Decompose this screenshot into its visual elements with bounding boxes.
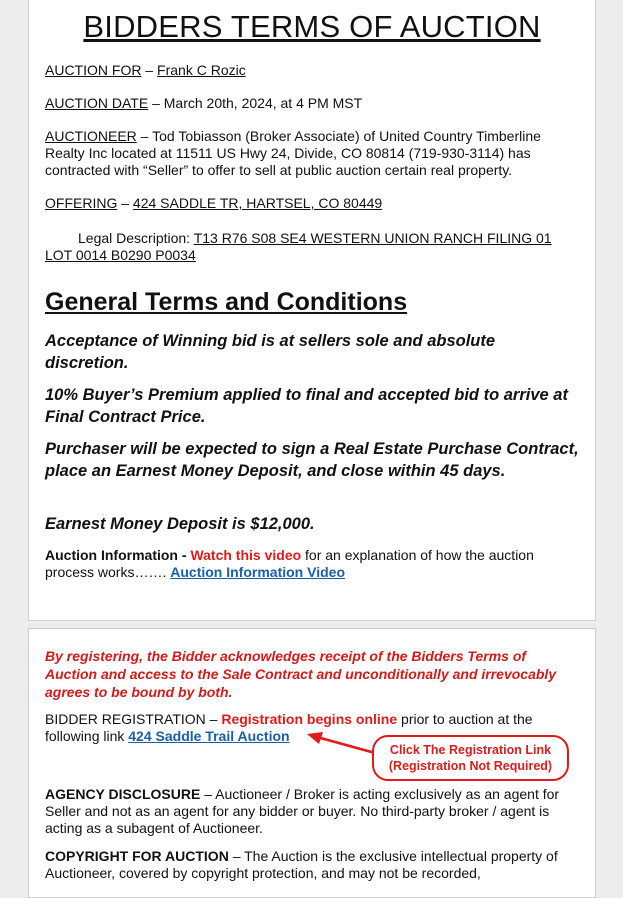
- agency-disclosure-paragraph: AGENCY DISCLOSURE – Auctioneer / Broker is acting exclusively as an agent for Seller and not as an agent for any bidder or buyer. No third-party broker / agent is acting as a subagent of Auctioneer.: [45, 786, 560, 836]
- registration-callout: Click The Registration Link (Registration Not Required): [372, 735, 569, 781]
- registration-card: [28, 628, 596, 898]
- auction-for-line: AUCTION FOR – Frank C Rozic: [45, 62, 246, 78]
- general-terms-heading: General Terms and Conditions: [45, 288, 408, 316]
- term-earnest-money: Earnest Money Deposit is $12,000.: [45, 515, 315, 533]
- legal-description: Legal Description: T13 R76 S08 SE4 WESTERN UNION RANCH FILING 01 LOT 0014 B0290 P0034: [45, 230, 552, 263]
- term-purchase-contract: Purchaser will be expected to sign a Real Estate Purchase Contract, place an Earnest Money Deposit, and close within 45 days.: [45, 440, 579, 480]
- copyright-paragraph: COPYRIGHT FOR AUCTION – The Auction is the exclusive intellectual property of Auctioneer, covered by copyright protection, and may not be recorded,: [45, 848, 558, 881]
- auction-info-video-link[interactable]: Auction Information Video: [170, 564, 345, 580]
- term-buyers-premium: 10% Buyer’s Premium applied to final and accepted bid to arrive at Final Contract Price.: [45, 386, 568, 426]
- callout-arrow-icon: [299, 729, 379, 769]
- acknowledgement-text: By registering, the Bidder acknowledges receipt of the Bidders Terms of Auction and access to the Sale Contract and unconditionally and irrevocably agrees to be bound by both.: [45, 648, 557, 700]
- watch-video-text: Watch this video: [190, 547, 302, 563]
- auction-info-paragraph: Auction Information - Watch this video for an explanation of how the auction process works……. Auction Information Video: [45, 547, 534, 580]
- auctioneer-paragraph: AUCTIONEER – Tod Tobiasson (Broker Associate) of United Country Timberline Realty Inc located at 11511 US Hwy 24, Divide, CO 80814 (719-930-3114) has contracted with “Seller” to offer to sell at public auction certain real property.: [45, 128, 541, 178]
- offering-line: OFFERING – 424 SADDLE TR, HARTSEL, CO 80449: [45, 195, 383, 211]
- bidder-registration-paragraph: BIDDER REGISTRATION – Registration begins online prior to auction at the following link 424 Saddle Trail Auction: [45, 711, 533, 744]
- term-acceptance: Acceptance of Winning bid is at sellers sole and absolute discretion.: [45, 332, 496, 372]
- auction-date-line: AUCTION DATE – March 20th, 2024, at 4 PM MST: [45, 95, 363, 111]
- terms-card: [28, 0, 596, 621]
- registration-link[interactable]: 424 Saddle Trail Auction: [128, 728, 290, 744]
- page-title: BIDDERS TERMS OF AUCTION: [83, 9, 541, 44]
